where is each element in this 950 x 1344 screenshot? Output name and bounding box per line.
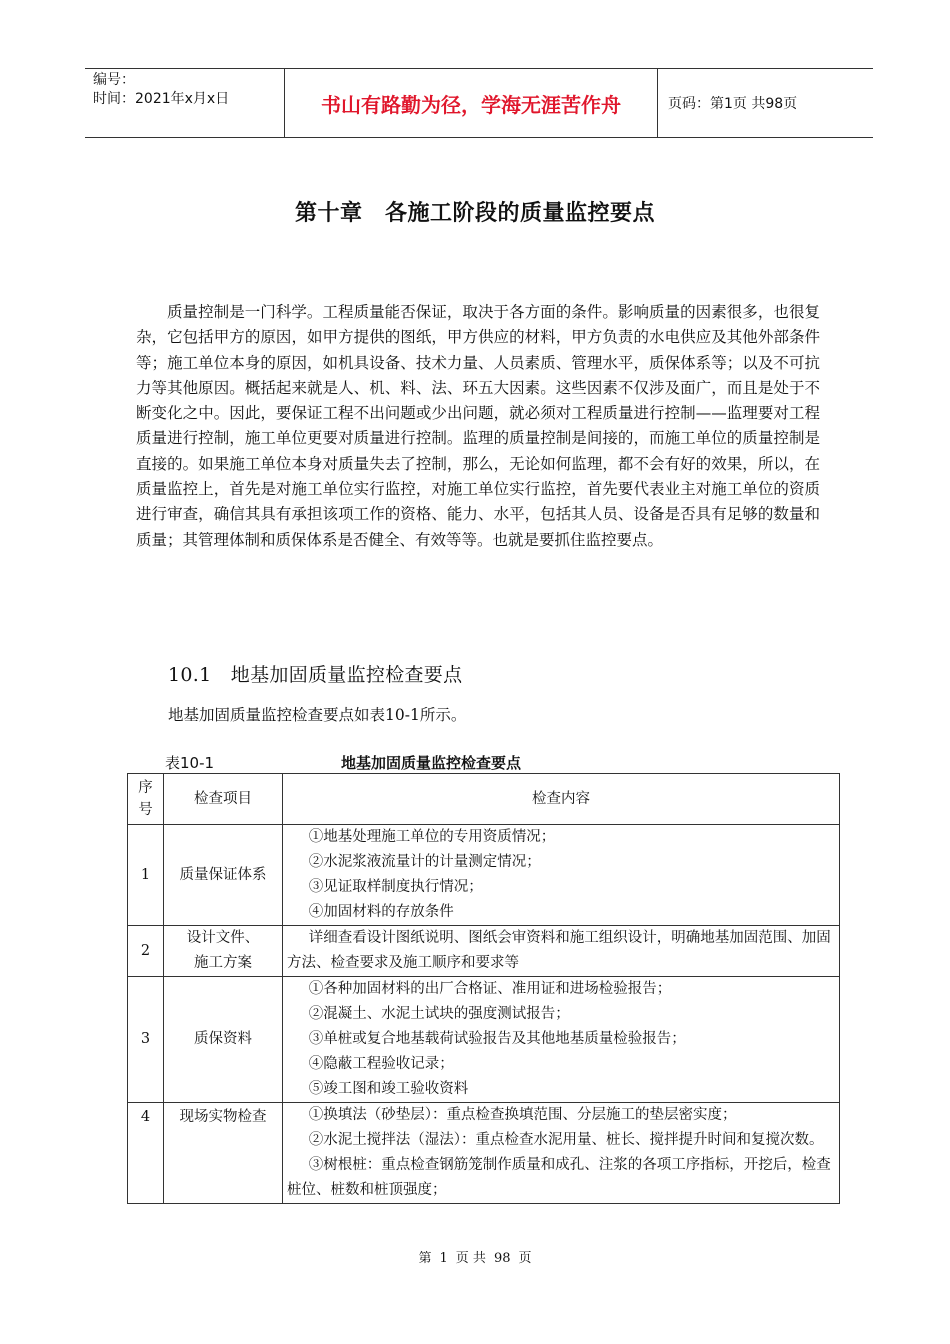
footer-page-number: 1	[439, 1251, 448, 1266]
content-line: ③树根桩：重点检查钢筋笼制作质量和成孔、注浆的各项工序指标，开挖后，检查桩位、桩数和桩顶强度；	[287, 1157, 831, 1198]
header-page-info: 页码：第1页 共98页	[668, 96, 798, 112]
content-line: ③见证取样制度执行情况；	[308, 879, 483, 895]
header-no	[128, 774, 164, 825]
content-line: ③单桩或复合地基载荷试验报告及其他地基质量检验报告；	[308, 1031, 686, 1047]
content-line: ①换填法（砂垫层）：重点检查换填范围、分层施工的垫层密实度；	[308, 1107, 737, 1123]
table-header-row	[128, 774, 840, 825]
row-content	[283, 926, 840, 977]
footer-suffix: 页	[518, 1251, 532, 1266]
table-row	[128, 825, 840, 926]
table-caption-title: 地基加固质量监控检查要点	[341, 754, 522, 772]
content-line: ④隐蔽工程验收记录；	[308, 1056, 454, 1072]
header-number-label: 编号：	[93, 72, 135, 88]
header-item: 检查项目	[164, 774, 283, 825]
table-row	[128, 977, 840, 1103]
header-content: 检查内容	[283, 774, 840, 825]
table-caption-number: 表10-1	[165, 754, 215, 772]
content-line: ⑤竣工图和竣工验收资料	[308, 1081, 469, 1097]
header-time-label: 时间：2021年x月x日	[93, 91, 230, 107]
table-row	[128, 926, 840, 977]
row-item	[164, 926, 283, 977]
header-meta	[85, 69, 285, 137]
section-intro: 地基加固质量监控检查要点如表10-1所示。	[168, 706, 467, 724]
row-content	[283, 977, 840, 1103]
table-caption	[165, 752, 665, 773]
table-row	[128, 1103, 840, 1204]
page-footer	[0, 1247, 950, 1266]
inspection-table	[127, 773, 840, 1204]
header-motto: 书山有路勤为径，学海无涯苦作舟	[285, 69, 658, 137]
row-item: 质保资料	[164, 977, 283, 1103]
content-line: ①地基处理施工单位的专用资质情况；	[308, 829, 556, 845]
footer-total-pages: 98	[493, 1251, 511, 1266]
intro-paragraph: 质量控制是一门科学。工程质量能否保证，取决于各方面的条件。影响质量的因素很多，也很复杂，它包括甲方的原因，如甲方提供的图纸，甲方供应的材料，甲方负责的水电供应及其他外部条件等；施工单位本身的原因，如机具设备、技术力量、人员素质、管理水平，质保体系等；以及不可抗力等其他原因。概括起来就是人、机、料、法、环五大因素。这些因素不仅涉及面广，而且是处于不断变化之中。因此，要保证工程不出问题或少出问题，就必须对工程质量进行控制——监理要对工程质量进行控制，施工单位更要对质量进行控制。监理的质量控制是间接的，而施工单位的质量控制是直接的。如果施工单位本身对质量失去了控制，那么，无论如何监理，都不会有好的效果，所以，在质量监控上，首先是对施工单位实行监控，对施工单位实行监控，首先要代表业主对施工单位的资质进行审查，确信其具有承担该项工作的资格、能力、水平，包括其人员、设备是否具有足够的数量和质量；其管理体制和质保体系是否健全、有效等等。也就是要抓住监控要点。	[136, 303, 820, 549]
content-line: ②水泥浆液流量计的计量测定情况；	[308, 854, 541, 870]
footer-prefix: 第	[418, 1251, 432, 1266]
header-no-line1: 序	[138, 780, 153, 796]
row-content	[283, 825, 840, 926]
footer-middle: 页 共	[455, 1251, 486, 1266]
row-no: 1	[128, 825, 164, 926]
content-line: ④加固材料的存放条件	[308, 904, 454, 920]
row-item-line2: 施工方案	[194, 955, 252, 971]
row-content	[283, 1103, 840, 1204]
page-header	[85, 68, 873, 138]
content-line: ②水泥土搅拌法（湿法）：重点检查水泥用量、桩长、搅拌提升时间和复搅次数。	[308, 1132, 824, 1148]
content-line: 详细查看设计图纸说明、图纸会审资料和施工组织设计，明确地基加固范围、加固方法、检查要求及施工顺序和要求等	[287, 930, 831, 971]
row-no: 2	[128, 926, 164, 977]
row-item-line1: 设计文件、	[186, 930, 260, 946]
header-no-line2: 号	[138, 802, 153, 818]
row-item: 质量保证体系	[164, 825, 283, 926]
content-line: ②混凝土、水泥土试块的强度测试报告；	[308, 1006, 570, 1022]
content-line: ①各种加固材料的出厂合格证、准用证和进场检验报告；	[308, 981, 672, 997]
section-heading: 10.1 地基加固质量监控检查要点	[168, 664, 463, 686]
row-no: 4	[128, 1103, 164, 1204]
chapter-title: 第十章 各施工阶段的质量监控要点	[294, 201, 655, 226]
row-item: 现场实物检查	[164, 1103, 283, 1204]
row-no: 3	[128, 977, 164, 1103]
